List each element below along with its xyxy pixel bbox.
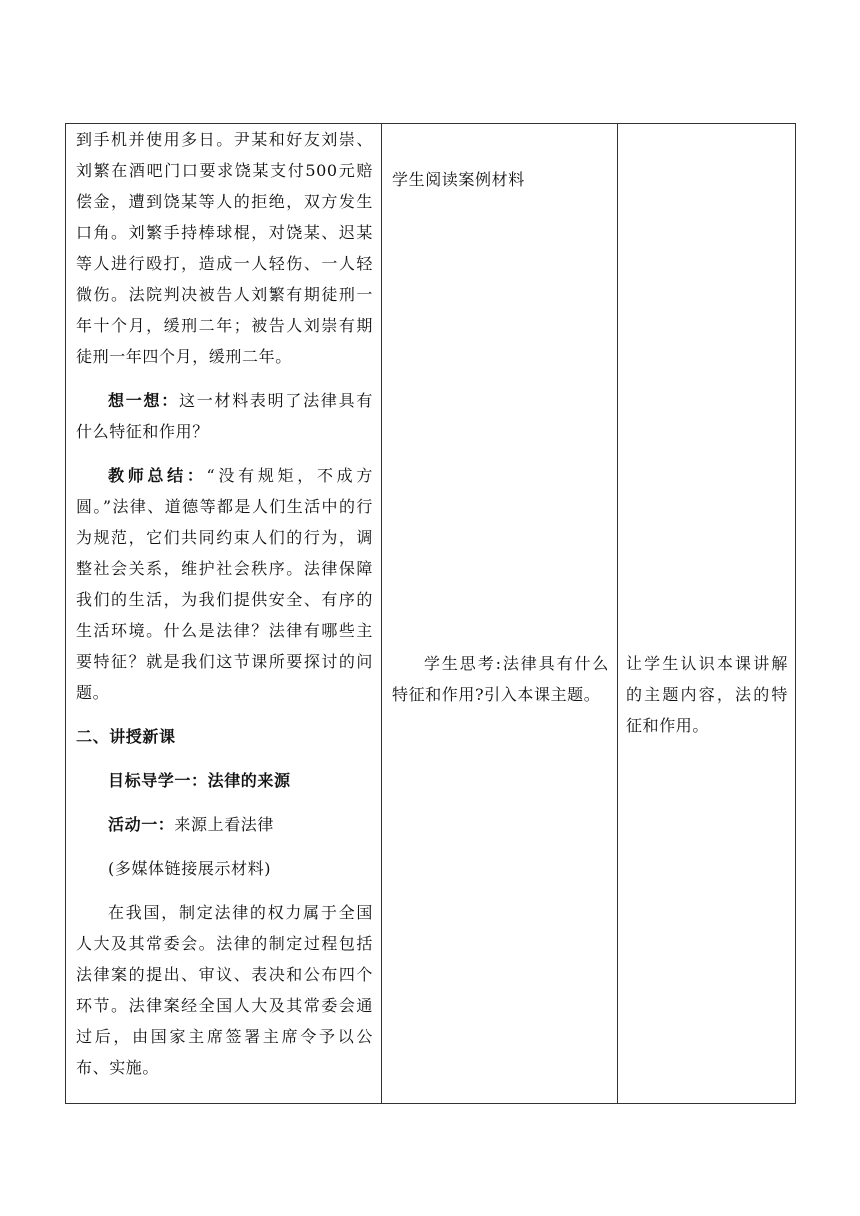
activity-line bbox=[76, 809, 373, 840]
activity-text: 来源上看法律 bbox=[174, 815, 275, 834]
student-read-text: 学生阅读案例材料 bbox=[392, 170, 525, 189]
teacher-activity-column bbox=[66, 124, 381, 1103]
case-material-text: 到手机并使用多日。尹某和好友刘崇、刘繁在酒吧门口要求饶某支付500元赔偿金，遭到饶某等人的拒绝，双方发生口角。刘繁手持棒球棍，对饶某、迟某等人进行殴打，造成一人轻伤、一人轻微伤。法院判决被告人刘繁有期徒刑一年十个月，缓刑二年；被告人刘崇有期徒刑一年四个月，缓刑二年。 bbox=[76, 130, 373, 366]
activity-label: 活动一： bbox=[108, 815, 175, 834]
lesson-table bbox=[65, 123, 796, 1104]
media-note: (多媒体链接展示材料) bbox=[108, 859, 272, 878]
student-think-text: 学生思考:法律具有什么特征和作用?引入本课主题。 bbox=[392, 654, 609, 704]
goal-heading: 目标导学一：法律的来源 bbox=[108, 771, 291, 790]
lawmaking-text: 在我国，制定法律的权力属于全国人大及其常委会。法律的制定过程包括法律案的提出、审议、表决和公布四个环节。法律案经全国人大及其常委会通过后，由国家主席签署主席令予以公布、实施。 bbox=[76, 903, 373, 1077]
summary-label: 教师总结： bbox=[108, 466, 207, 485]
think-label: 想一想： bbox=[108, 391, 179, 410]
teacher-summary bbox=[76, 460, 373, 708]
think-text: 这一材料表明了法律具有什么特征和作用？ bbox=[76, 391, 373, 441]
section-heading: 二、讲授新课 bbox=[76, 727, 176, 746]
student-activity-column bbox=[382, 124, 617, 1103]
design-intent-text: 让学生认识本课讲解的主题内容，法的特征和作用。 bbox=[626, 654, 788, 735]
design-intent-column bbox=[618, 124, 796, 1103]
think-prompt bbox=[76, 385, 373, 447]
summary-text: “没有规矩，不成方圆。”法律、道德等都是人们生活中的行为规范，它们共同约束人们的行为，调整社会关系，维护社会秩序。法律保障我们的生活，为我们提供安全、有序的生活环境。什么是法律？法律有哪些主要特征？就是我们这节课所要探讨的问题。 bbox=[76, 466, 373, 702]
